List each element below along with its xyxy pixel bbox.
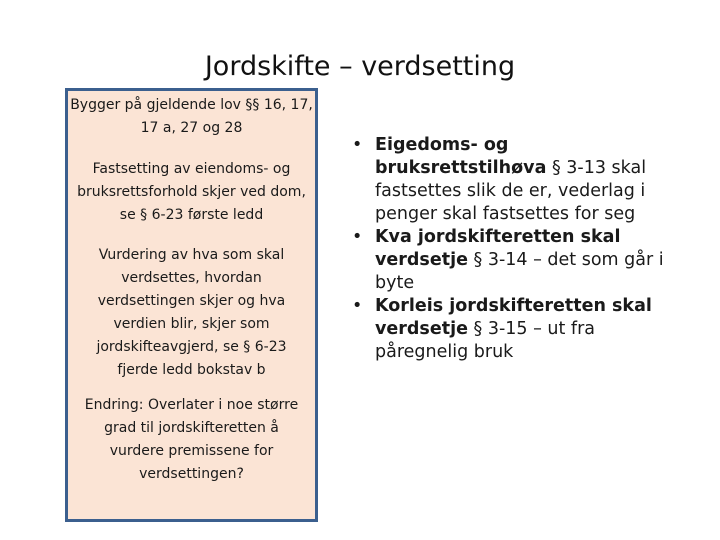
bullet-text: § 3-14 – det som går i byte — [375, 250, 664, 293]
bullet-text: § 3-13 skal fastsettes slik de er, vederlag i penger skal fastsettes for seg — [375, 158, 647, 224]
bullet-item — [335, 134, 685, 226]
panel-paragraph-vurdering: Vurdering av hva som skal verdsettes, hvordan verdsettingen skjer og hva verdien blir, skjer som jordskifteavgjerd, se § 6-23 fjerde ledd bokstav b — [96, 247, 287, 378]
bullet-list — [335, 134, 685, 364]
slide-title: Jordskifte – verdsetting — [204, 51, 516, 82]
bullet-emphasis: Kva jordskifteretten skal verdsetje — [375, 227, 621, 270]
panel-paragraph-fastsetting: Fastsetting av eiendoms- og bruksrettsforhold skjer ved dom, se § 6-23 første ledd — [77, 161, 306, 223]
bullet-emphasis: Korleis jordskifteretten skal verdsetje — [375, 296, 652, 339]
bullet-emphasis: Eigedoms- og bruksrettstilhøva — [375, 135, 547, 178]
bullet-text: § 3-15 – ut fra påregnelig bruk — [375, 319, 596, 362]
bullet-marker: • — [352, 227, 363, 247]
left-text-panel — [65, 88, 318, 522]
panel-paragraph-law-basis: Bygger på gjeldende lov §§ 16, 17, 17 a, 27 og 28 — [70, 97, 313, 136]
panel-paragraph-endring: Endring: Overlater i noe større grad til jordskifteretten å vurdere premissene for verdsettingen? — [84, 397, 299, 482]
bullet-item — [335, 226, 685, 295]
bullet-marker: • — [352, 296, 363, 316]
bullet-item — [335, 295, 685, 364]
bullet-marker: • — [352, 135, 363, 155]
